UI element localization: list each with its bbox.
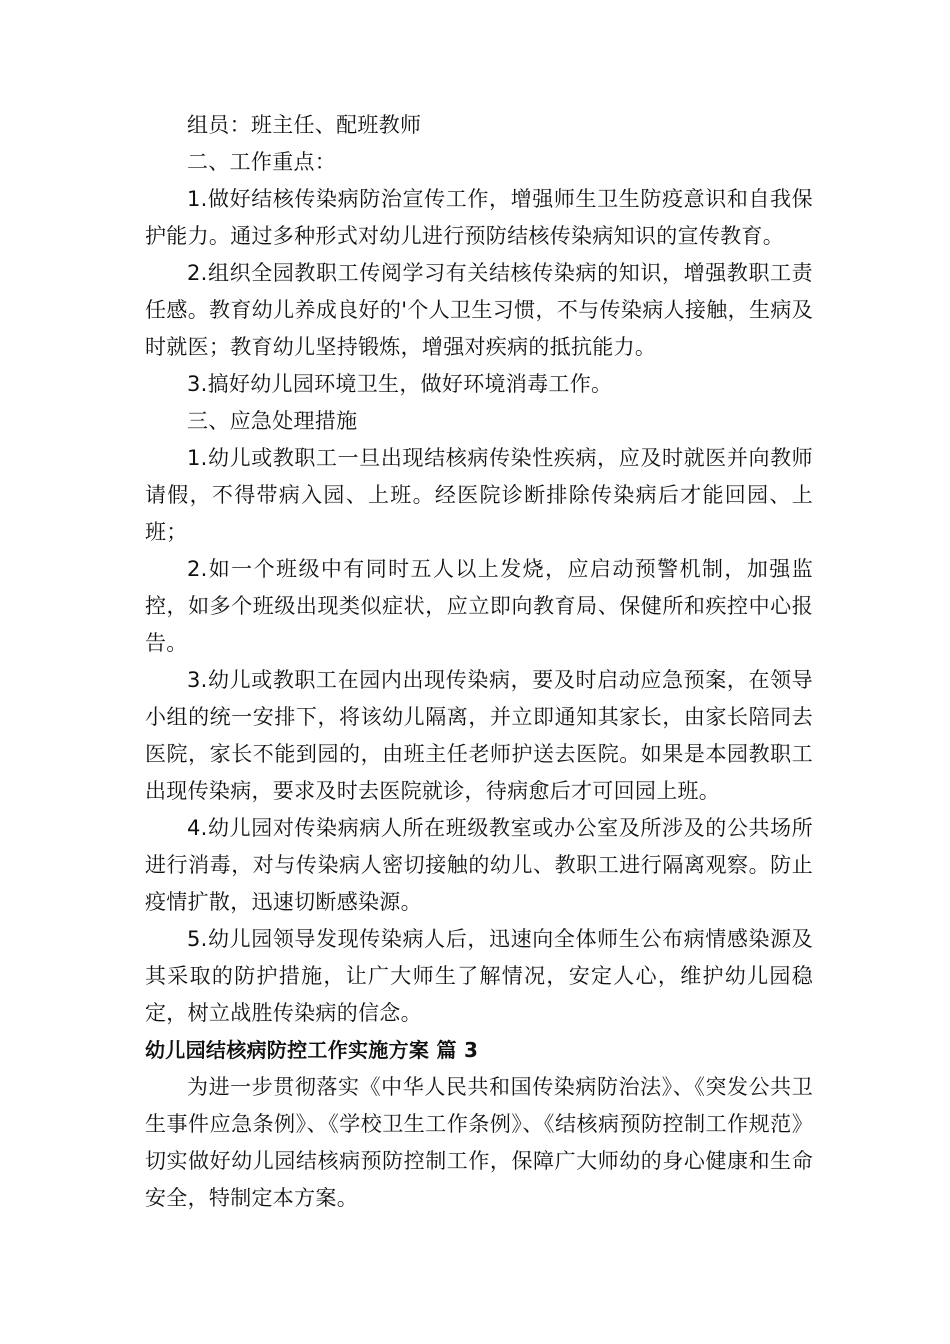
paragraph-emergency-5: 5.幼儿园领导发现传染病人后，迅速向全体师生公布病情感染源及其采取的防护措施，让广大师生了解情况，安定人心，维护幼儿园稳定，树立战胜传染病的信念。 [145, 927, 813, 1025]
paragraph-work-focus-title: 二、工作重点： [187, 150, 337, 174]
document-body [145, 107, 813, 1217]
paragraph-emergency-1: 1.幼儿或教职工一旦出现结核病传染性疾病，应及时就医并向教师请假，不得带病入园、上班。经医院诊断排除传染病后才能回园、上班； [145, 446, 813, 544]
paragraph-focus-1: 1.做好结核传染病防治宣传工作，增强师生卫生防疫意识和自我保护能力。通过多种形式对幼儿进行预防结核传染病知识的宣传教育。 [145, 187, 813, 248]
section-heading: 幼儿园结核病防控工作实施方案 篇 3 [145, 1038, 479, 1062]
paragraph-emergency-3: 3.幼儿或教职工在园内出现传染病，要及时启动应急预案，在领导小组的统一安排下，将该幼儿隔离，并立即通知其家长，由家长陪同去医院，家长不能到园的，由班主任老师护送去医院。如果是本园教职工出现传染病，要求及时去医院就诊，待病愈后才可回园上班。 [145, 668, 813, 803]
paragraph-members: 组员：班主任、配班教师 [187, 113, 422, 137]
paragraph-intro: 为进一步贯彻落实《中华人民共和国传染病防治法》、《突发公共卫生事件应急条例》、《学校卫生工作条例》、《结核病预防控制工作规范》切实做好幼儿园结核病预防控制工作，保障广大师幼的身心健康和生命安全，特制定本方案。 [145, 1075, 813, 1210]
paragraph-focus-2: 2.组织全园教职工传阅学习有关结核传染病的知识，增强教职工责任感。教育幼儿养成良好的'个人卫生习惯，不与传染病人接触，生病及时就医；教育幼儿坚持锻炼，增强对疾病的抵抗能力。 [145, 261, 813, 359]
paragraph-emergency-2: 2.如一个班级中有同时五人以上发烧，应启动预警机制，加强监控，如多个班级出现类似症状，应立即向教育局、保健所和疾控中心报告。 [145, 557, 813, 655]
paragraph-focus-3: 3.搞好幼儿园环境卫生，做好环境消毒工作。 [187, 372, 613, 396]
paragraph-emergency-4: 4.幼儿园对传染病病人所在班级教室或办公室及所涉及的公共场所进行消毒，对与传染病人密切接触的幼儿、教职工进行隔离观察。防止疫情扩散，迅速切断感染源。 [145, 816, 813, 914]
paragraph-emergency-title: 三、应急处理措施 [187, 409, 358, 433]
